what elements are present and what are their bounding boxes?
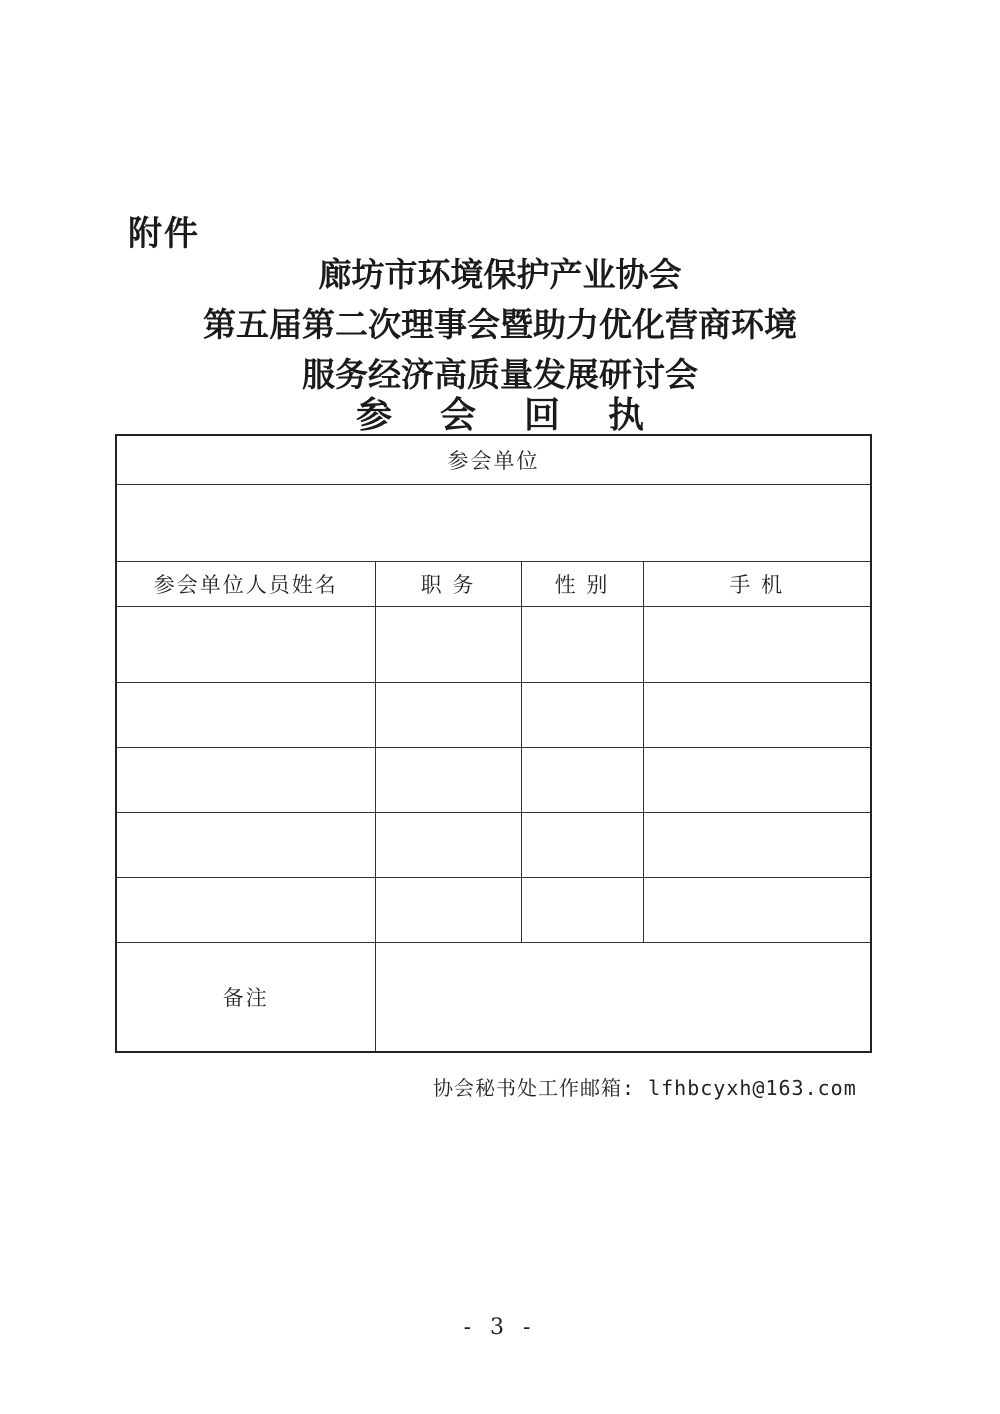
phone-cell[interactable]	[643, 607, 871, 683]
registration-form-table	[115, 434, 872, 1053]
column-header-position: 职 务	[375, 562, 521, 607]
page-number: - 3 -	[463, 1315, 537, 1340]
position-cell[interactable]	[375, 813, 521, 878]
table-row	[116, 683, 871, 748]
table-row	[116, 607, 871, 683]
unit-header-row	[116, 435, 871, 485]
column-header-name: 参会单位人员姓名	[116, 562, 375, 607]
name-cell[interactable]	[116, 607, 375, 683]
name-cell[interactable]	[116, 813, 375, 878]
column-header-row	[116, 562, 871, 607]
phone-cell[interactable]	[643, 878, 871, 943]
name-cell[interactable]	[116, 683, 375, 748]
attachment-label: 附件	[128, 214, 200, 254]
title-line-2: 第五届第二次理事会暨助力优化营商环境	[203, 305, 797, 344]
gender-cell[interactable]	[521, 813, 643, 878]
remark-row	[116, 943, 871, 1053]
table-row	[116, 878, 871, 943]
unit-header-cell: 参会单位	[116, 435, 871, 485]
unit-value-row	[116, 485, 871, 562]
gender-cell[interactable]	[521, 748, 643, 813]
name-cell[interactable]	[116, 878, 375, 943]
column-header-phone: 手 机	[643, 562, 871, 607]
position-cell[interactable]	[375, 878, 521, 943]
gender-cell[interactable]	[521, 878, 643, 943]
phone-cell[interactable]	[643, 813, 871, 878]
remark-value-cell[interactable]	[375, 943, 871, 1053]
remark-label: 备注	[116, 943, 375, 1053]
position-cell[interactable]	[375, 607, 521, 683]
gender-cell[interactable]	[521, 683, 643, 748]
phone-cell[interactable]	[643, 683, 871, 748]
secretariat-email: 协会秘书处工作邮箱: lfhbcyxh@163.com	[433, 1076, 857, 1100]
unit-value-cell[interactable]	[116, 485, 871, 562]
title-line-1: 廊坊市环境保护产业协会	[318, 255, 682, 294]
position-cell[interactable]	[375, 748, 521, 813]
name-cell[interactable]	[116, 748, 375, 813]
column-header-gender: 性 别	[521, 562, 643, 607]
table-row	[116, 748, 871, 813]
form-title: 参会回执	[355, 394, 692, 436]
gender-cell[interactable]	[521, 607, 643, 683]
title-line-3: 服务经济高质量发展研讨会	[302, 355, 698, 394]
table-row	[116, 813, 871, 878]
phone-cell[interactable]	[643, 748, 871, 813]
position-cell[interactable]	[375, 683, 521, 748]
